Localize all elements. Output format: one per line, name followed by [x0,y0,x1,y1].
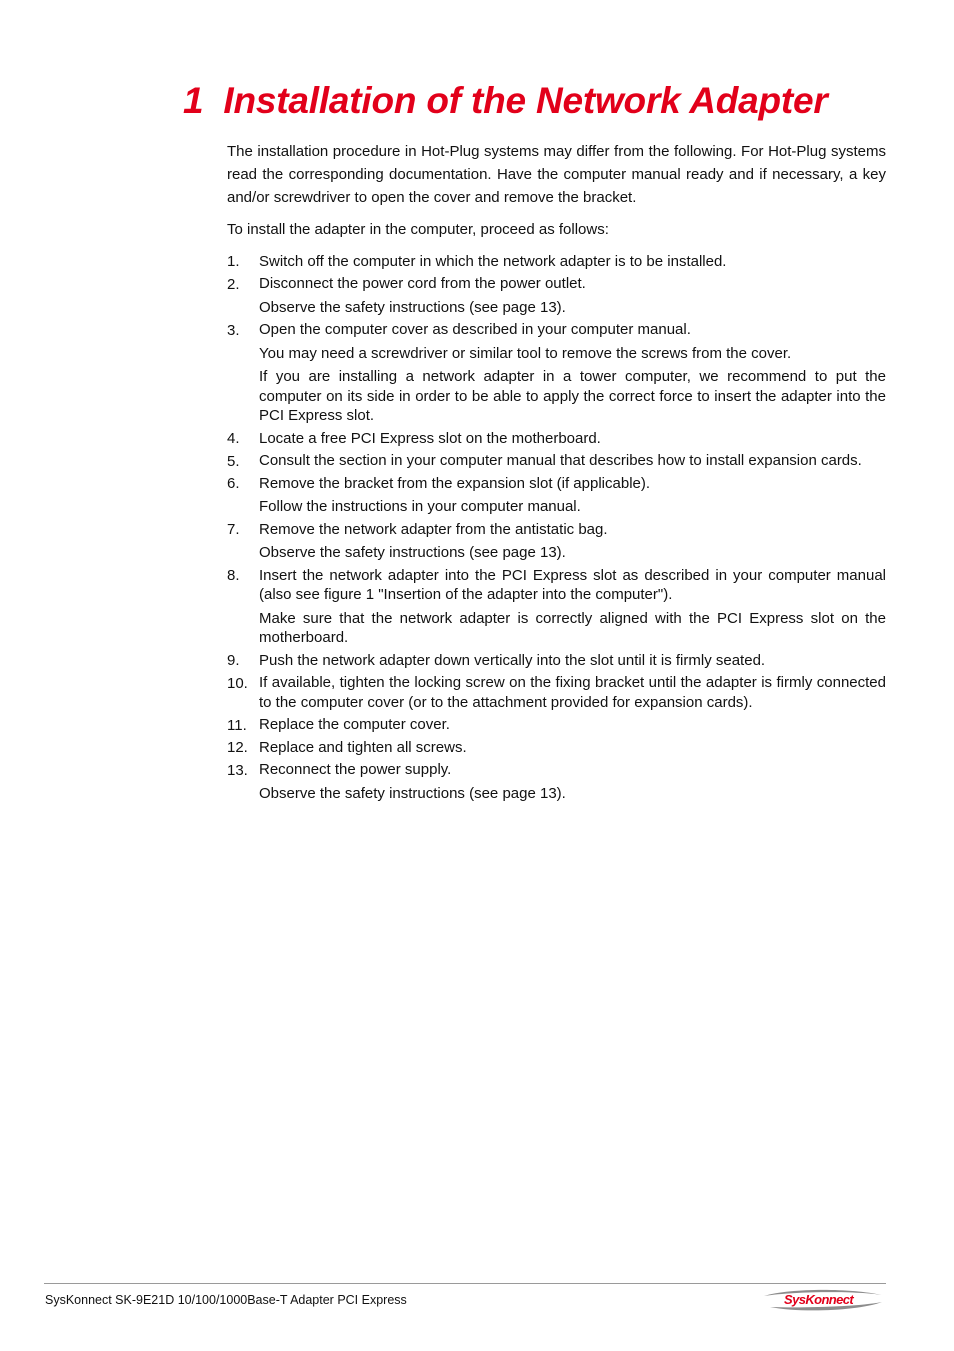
step-item [227,273,886,319]
step-item [227,672,886,714]
step-text: Reconnect the power supply. [259,761,452,778]
step-note: Observe the safety instructions (see page 13). [259,298,566,316]
step-number: 10. [227,674,248,692]
installation-steps [227,250,886,805]
step-note: Observe the safety instructions (see page 13). [259,784,566,802]
step-text: Open the computer cover as described in your computer manual. [259,321,691,338]
step-text: Replace and tighten all screws. [259,738,467,756]
logo-wordmark: SysKonnect [784,1292,854,1307]
step-text: Switch off the computer in which the network adapter is to be installed. [259,252,727,270]
step-item [227,714,886,737]
step-number: 1. [227,253,240,270]
step-text: Push the network adapter down vertically into the slot until it is firmly seated. [259,651,766,669]
step-note: If you are installing a network adapter in a tower computer, we recommend to put the computer on its side in order to be able to apply the correct force to insert the adapter into the PCI Express slot. [259,368,886,424]
step-item [227,427,886,450]
step-number: 9. [227,652,240,669]
chapter-heading [183,80,828,122]
step-number: 5. [227,452,240,470]
step-number: 2. [227,275,240,293]
step-item [227,450,886,473]
intro-lead-in: To install the adapter in the computer, proceed as follows: [227,221,609,238]
step-item [227,518,886,564]
step-item [227,319,886,428]
step-note: Observe the safety instructions (see page 13). [259,544,566,561]
step-text: Insert the network adapter into the PCI Express slot as described in your computer manual (also see figure 1 "Insertion of the adapter into the computer"). [259,566,886,603]
step-number: 12. [227,739,248,756]
intro-paragraph: The installation procedure in Hot-Plug systems may differ from the following. For Hot-Plug systems read the corresponding documentation. Have the computer manual ready and if necessary, a key and/or screwdriver to open the cover and remove the bracket. [227,143,886,206]
step-text: Replace the computer cover. [259,716,450,733]
step-text: Remove the bracket from the expansion slot (if applicable). [259,474,651,492]
step-note: Follow the instructions in your computer manual. [259,498,581,515]
step-text: Remove the network adapter from the antistatic bag. [259,520,608,538]
step-text: Locate a free PCI Express slot on the motherboard. [259,429,601,447]
step-number: 4. [227,430,240,447]
syskonnect-logo [760,1284,886,1314]
step-item [227,649,886,672]
step-item [227,759,886,805]
step-number: 13. [227,761,248,779]
step-text: If available, tighten the locking screw on the fixing bracket until the adapter is firmly connected to the computer cover (or to the attachment provided for expansion cards). [259,674,886,711]
step-number: 7. [227,521,240,538]
step-note: You may need a screwdriver or similar tool to remove the screws from the cover. [259,344,792,362]
chapter-title: Installation of the Network Adapter [223,80,828,121]
step-text: Disconnect the power cord from the power outlet. [259,275,586,292]
footer-product-name: SysKonnect SK-9E21D 10/100/1000Base-T Adapter PCI Express [45,1293,407,1307]
step-number: 3. [227,321,240,339]
step-text: Consult the section in your computer manual that describes how to install expansion cards. [259,452,862,469]
step-note: Make sure that the network adapter is correctly aligned with the PCI Express slot on the motherboard. [259,609,886,646]
step-item [227,736,886,759]
step-number: 8. [227,567,240,584]
step-number: 11. [227,716,247,734]
step-item [227,564,886,649]
chapter-number: 1 [183,80,204,121]
step-number: 6. [227,475,240,492]
chapter-body [227,140,886,805]
step-item [227,472,886,518]
step-item [227,250,886,273]
